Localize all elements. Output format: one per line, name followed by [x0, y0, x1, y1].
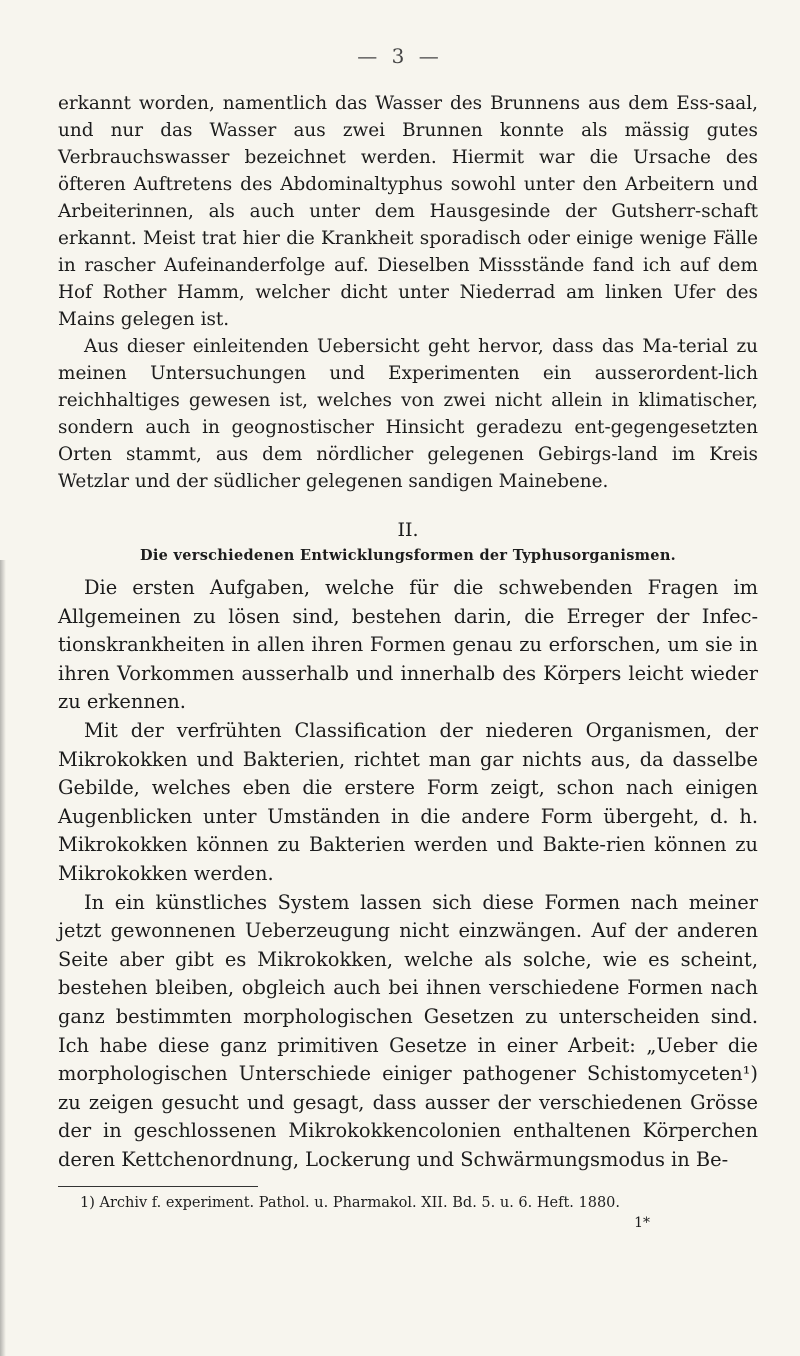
- section-paragraph-2: Mit der verfrühten Classification der niederen Organismen, der Mikrokokken und Bakterien, richtet man gar nichts aus, da dasselbe Gebilde, welches eben die erstere Form zeigt, schon nach einigen Augenblicken unter Umständen in die andere Form übergeht, d. h. Mikrokokken können zu Bakterien werden und Bakte-rien können zu Mikrokokken werden.: [58, 718, 758, 885]
- intro-paragraph-1: erkannt worden, namentlich das Wasser des Brunnens aus dem Ess-saal, und nur das Wasser aus zwei Brunnen konnte als mässig gutes Verbrauchswasser bezeichnet werden. Hiermit war die Ursache des öfteren Auftretens des Abdominaltyphus sowohl unter den Arbeitern und Arbeiterinnen, als auch unter dem Hausgesinde der Gutsherr-schaft erkannt. Meist trat hier die Krankheit sporadisch oder einige wenige Fälle in rascher Aufeinanderfolge auf. Dieselben Missstände fand ich auf dem Hof Rother Hamm, welcher dicht unter Niederrad am linken Ufer des Mains gelegen ist.: [58, 93, 758, 330]
- page-number: — 3 —: [357, 44, 443, 68]
- section-body: [58, 574, 758, 1174]
- page-edge-shadow: [0, 560, 6, 1356]
- page-content: [58, 90, 758, 1231]
- section-paragraph-3: In ein künstliches System lassen sich diese Formen nach meiner jetzt gewonnenen Ueberzeugung nicht einzwängen. Auf der anderen Seite aber gibt es Mikrokokken, welche als solche, wie es scheint, bestehen bleiben, obgleich auch bei ihnen verschiedene Formen nach ganz bestimmten morphologischen Gesetzen zu unterscheiden sind. Ich habe diese ganz primitiven Gesetze in einer Arbeit: „Ueber die morphologischen Unterschiede einiger pathogener Schistomyceten¹) zu zeigen gesucht und gesagt, dass ausser der verschiedenen Grösse der in geschlossenen Mikrokokkencolonien enthaltenen Körperchen deren Kettchenordnung, Lockerung und Schwärmungsmodus in Be-: [58, 890, 758, 1171]
- intro-paragraph-2: Aus dieser einleitenden Uebersicht geht hervor, dass das Ma-terial zu meinen Untersuchungen und Experimenten ein ausserordent-lich reichhaltiges gewesen ist, welches von zwei nicht allein in klimatischer, sondern auch in geognostischer Hinsicht geradezu ent-gegengesetzten Orten stammt, aus dem nördlicher gelegenen Gebirgs-land im Kreis Wetzlar und der südlicher gelegenen sandigen Mainebene.: [58, 336, 758, 492]
- section-title: Die verschiedenen Entwicklungsformen der Typhusorganismen.: [139, 547, 677, 564]
- footnote: 1) Archiv f. experiment. Pathol. u. Pharmakol. XII. Bd. 5. u. 6. Heft. 1880.: [80, 1195, 621, 1212]
- section-paragraph-1: Die ersten Aufgaben, welche für die schwebenden Fragen im Allgemeinen zu lösen sind, bestehen darin, die Erreger der Infec-tionskrankheiten in allen ihren Formen genau zu erforschen, um sie in ihren Vorkommen ausserhalb und innerhalb des Körpers leicht wieder zu erkennen.: [58, 576, 758, 714]
- section-number: II.: [397, 519, 419, 541]
- signature-mark: 1*: [634, 1215, 650, 1232]
- footnote-divider: [58, 1186, 258, 1187]
